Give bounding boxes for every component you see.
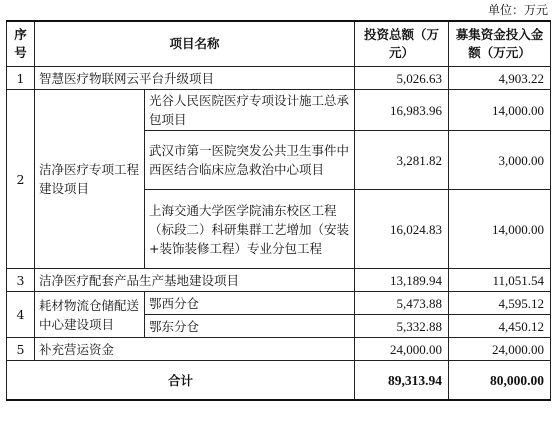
total-investment-sum: 89,313.94 [355, 361, 449, 401]
sub-project-name: 武汉市第一医院突发公共卫生事件中西医结合临床应急救治中心项目 [145, 131, 355, 190]
row-total: 5,332.88 [355, 315, 449, 338]
row-project-name: 洁净医疗专项工程建设项目 [35, 90, 145, 269]
investment-table [6, 20, 551, 401]
row-total: 16,983.96 [355, 90, 449, 131]
sub-project-name: 上海交通大学医学院浦东校区工程（标段二）科研集群工艺增加（安装+装饰装修工程）专业分包工程 [145, 190, 355, 269]
row-project-name: 洁净医疗配套产品生产基地建设项目 [35, 269, 355, 292]
total-row [7, 361, 551, 401]
table-row [7, 67, 551, 90]
sub-project-name: 鄂西分仓 [145, 292, 355, 315]
row-seq: 1 [7, 67, 35, 90]
row-total: 24,000.00 [355, 338, 449, 361]
total-raised-sum: 80,000.00 [449, 361, 551, 401]
unit-label: 单位：万元 [487, 3, 548, 17]
header-total-investment: 投资总额（万元） [355, 21, 449, 67]
sub-project-name: 光谷人民医院医疗专项设计施工总承包项目 [145, 90, 355, 131]
row-raised: 24,000.00 [449, 338, 551, 361]
table-row [7, 269, 551, 292]
row-raised: 4,595.12 [449, 292, 551, 315]
row-raised: 11,051.54 [449, 269, 551, 292]
table-row [7, 292, 551, 315]
table-row [7, 90, 551, 131]
header-project-name: 项目名称 [35, 21, 355, 67]
row-raised: 4,903.22 [449, 67, 551, 90]
row-raised: 4,450.12 [449, 315, 551, 338]
row-total: 3,281.82 [355, 131, 449, 190]
row-seq: 4 [7, 292, 35, 338]
row-project-name: 补充营运资金 [35, 338, 355, 361]
header-raised-funds: 募集资金投入金额（万元） [449, 21, 551, 67]
total-label: 合计 [7, 361, 355, 401]
row-seq: 3 [7, 269, 35, 292]
row-seq: 2 [7, 90, 35, 269]
table-row [7, 338, 551, 361]
row-project-name: 智慧医疗物联网云平台升级项目 [35, 67, 355, 90]
row-seq: 5 [7, 338, 35, 361]
row-project-name: 耗材物流仓储配送中心建设项目 [35, 292, 145, 338]
row-raised: 3,000.00 [449, 131, 551, 190]
row-total: 5,026.63 [355, 67, 449, 90]
row-total: 5,473.88 [355, 292, 449, 315]
header-seq: 序号 [7, 21, 35, 67]
row-raised: 14,000.00 [449, 90, 551, 131]
row-total: 16,024.83 [355, 190, 449, 269]
row-total: 13,189.94 [355, 269, 449, 292]
row-raised: 14,000.00 [449, 190, 551, 269]
sub-project-name: 鄂东分仓 [145, 315, 355, 338]
